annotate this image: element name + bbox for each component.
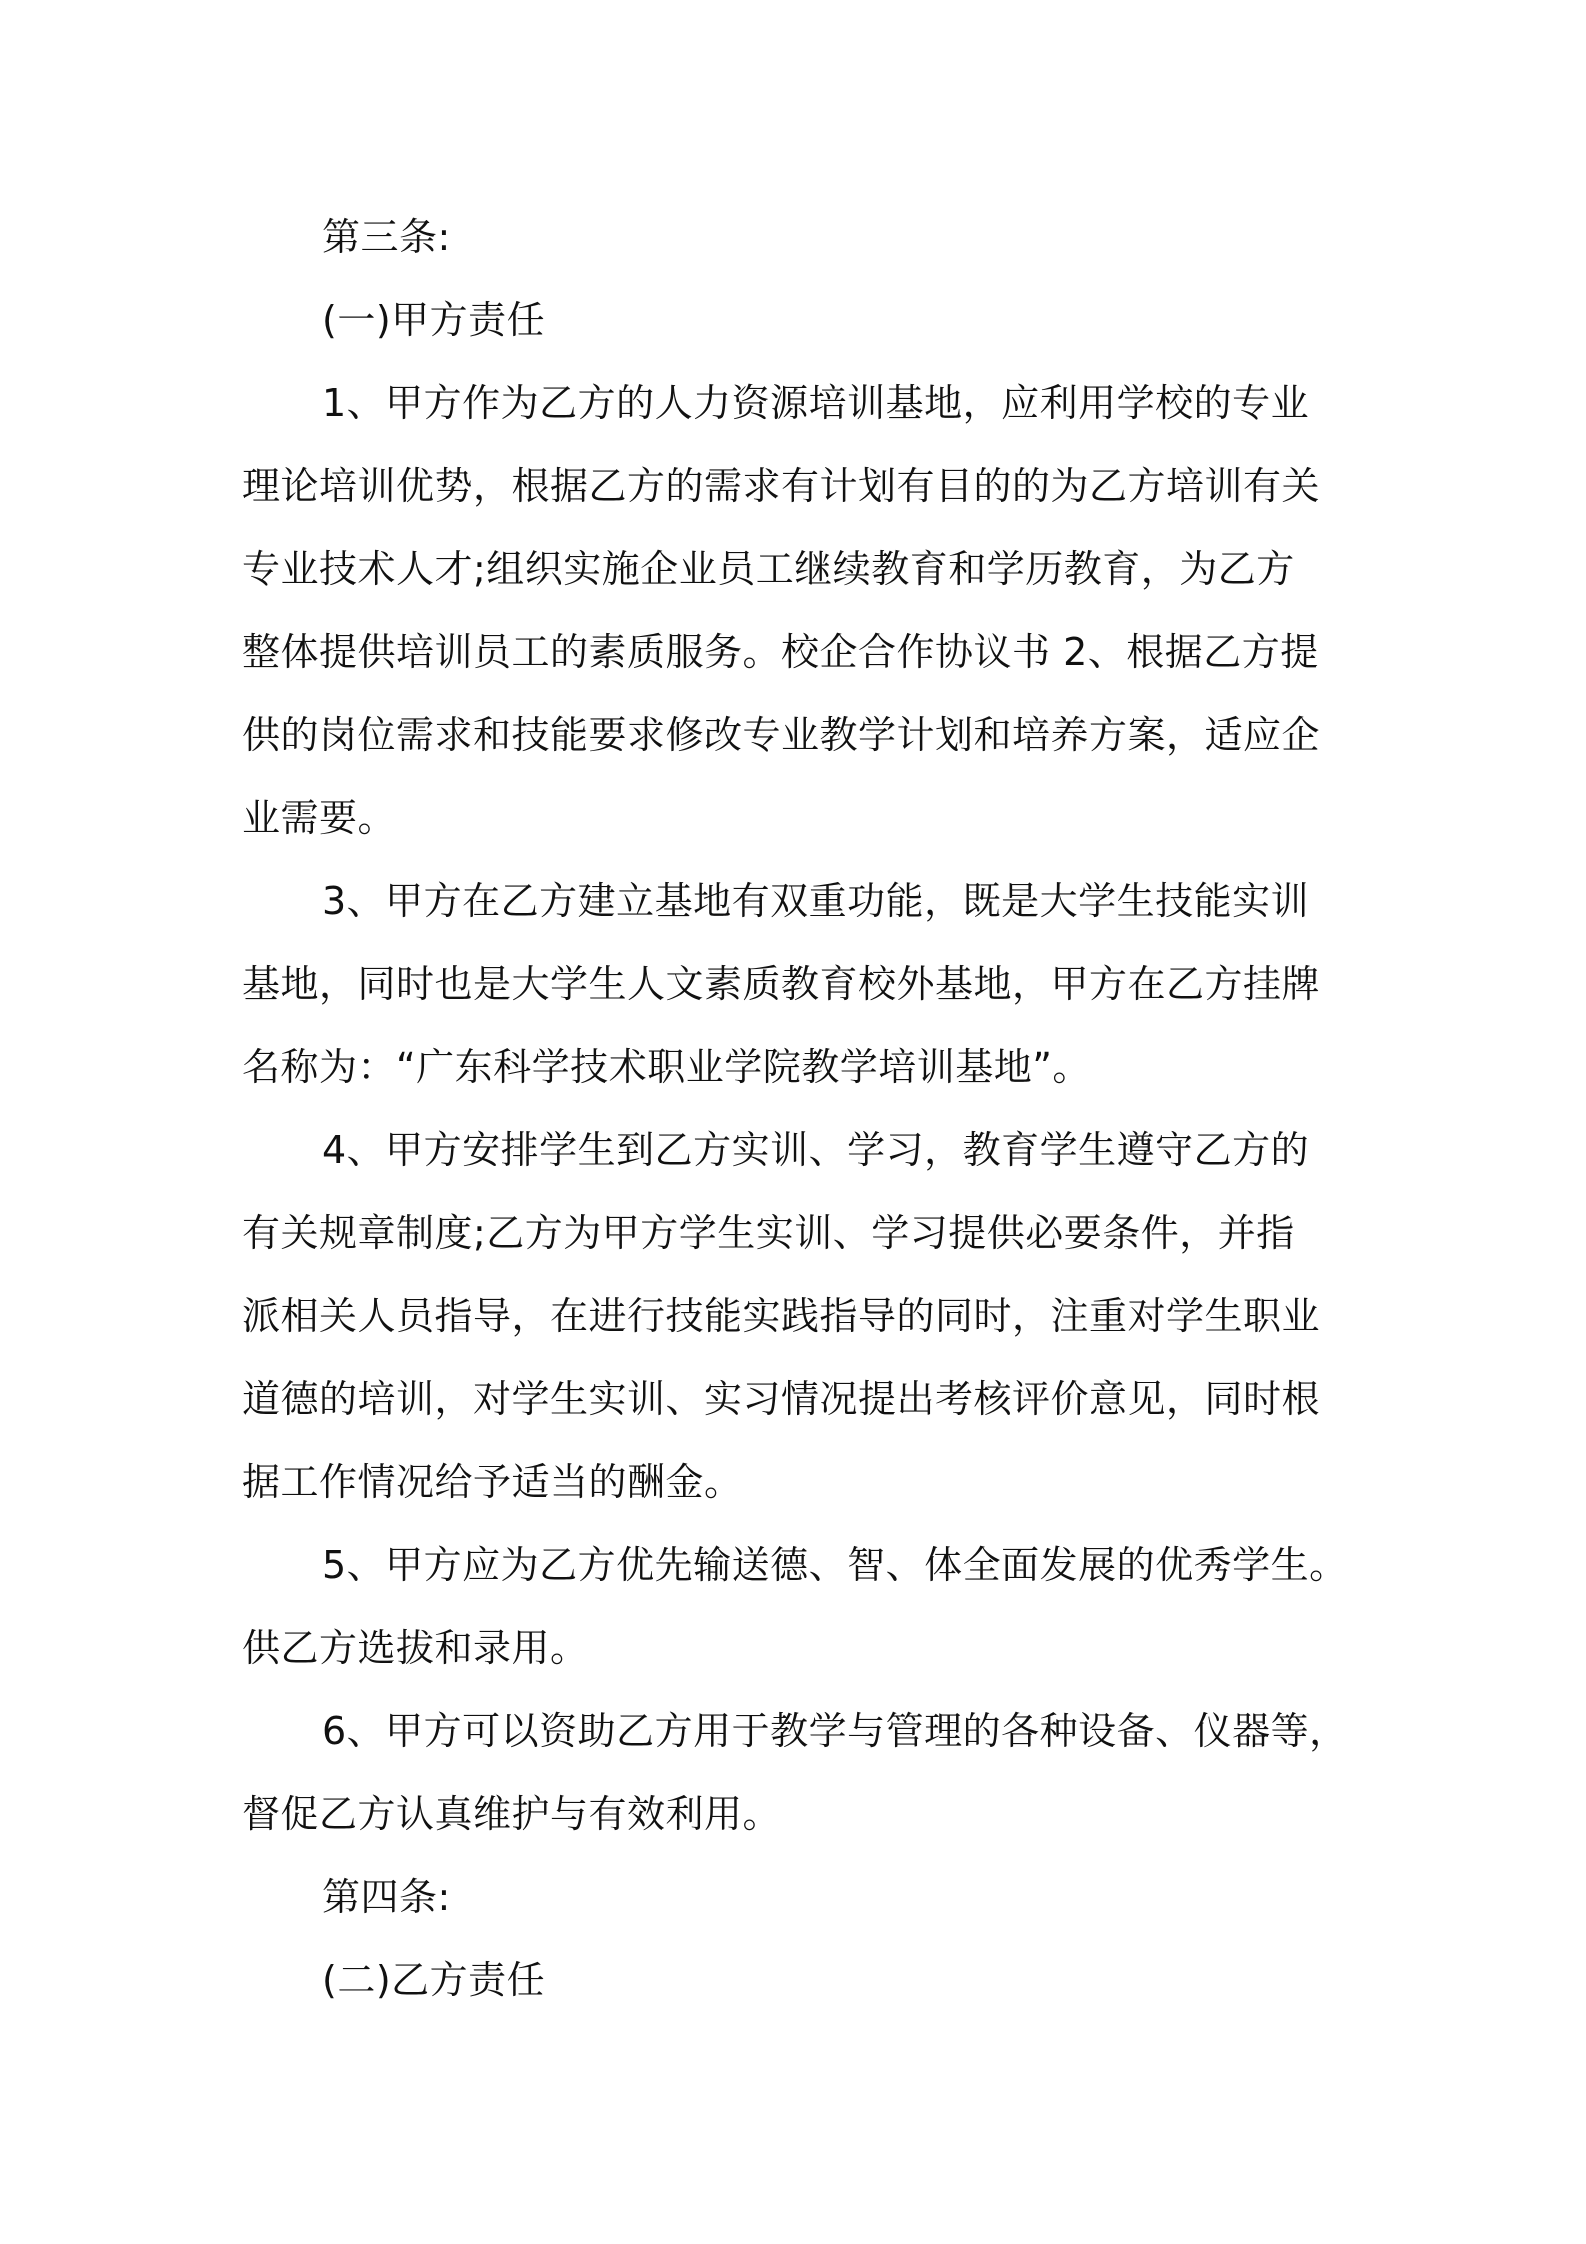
paragraph-line: 5、甲方应为乙方优先输送德、智、体全面发展的优秀学生。 (322, 1543, 1348, 1587)
paragraph-line: 有关规章制度;乙方为甲方学生实训、学习提供必要条件，并指 (242, 1211, 1295, 1255)
paragraph-line: 专业技术人才;组织实施企业员工继续教育和学历教育，为乙方 (242, 547, 1295, 591)
paragraph-line: 派相关人员指导，在进行技能实践指导的同时，注重对学生职业 (242, 1294, 1321, 1338)
paragraph-line: 6、甲方可以资助乙方用于教学与管理的各种设备、仪器等， (322, 1709, 1348, 1753)
paragraph-line: 基地，同时也是大学生人文素质教育校外基地，甲方在乙方挂牌 (242, 962, 1321, 1006)
paragraph-line: 整体提供培训员工的素质服务。校企合作协议书 2、根据乙方提 (242, 630, 1319, 674)
article-4-heading: 第四条: (322, 1875, 451, 1919)
paragraph-line: 督促乙方认真维护与有效利用。 (242, 1792, 782, 1836)
paragraph-line: 1、甲方作为乙方的人力资源培训基地，应利用学校的专业 (322, 381, 1310, 425)
paragraph-line: 据工作情况给予适当的酬金。 (242, 1460, 743, 1504)
article-3-heading: 第三条: (322, 215, 451, 259)
party-a-heading: (一)甲方责任 (322, 298, 546, 342)
paragraph-line: 道德的培训，对学生实训、实习情况提出考核评价意见，同时根 (242, 1377, 1321, 1421)
paragraph-line: 名称为：“广东科学技术职业学院教学培训基地”。 (242, 1045, 1091, 1089)
paragraph-3 (242, 860, 1354, 1109)
paragraph-line: 理论培训优势，根据乙方的需求有计划有目的的为乙方培训有关 (242, 464, 1321, 508)
paragraph-line: 3、甲方在乙方建立基地有双重功能，既是大学生技能实训 (322, 879, 1310, 923)
document-body (242, 196, 1354, 2022)
paragraph-line: 业需要。 (242, 796, 397, 840)
paragraph-line: 供的岗位需求和技能要求修改专业教学计划和培养方案，适应企 (242, 713, 1321, 757)
paragraph-line: 4、甲方安排学生到乙方实训、学习，教育学生遵守乙方的 (322, 1128, 1310, 1172)
paragraph-1 (242, 362, 1354, 860)
paragraph-6 (242, 1690, 1354, 1856)
paragraph-4 (242, 1109, 1354, 1524)
paragraph-5 (242, 1524, 1354, 1690)
party-b-heading: (二)乙方责任 (322, 1958, 546, 2002)
paragraph-line: 供乙方选拔和录用。 (242, 1626, 589, 1670)
